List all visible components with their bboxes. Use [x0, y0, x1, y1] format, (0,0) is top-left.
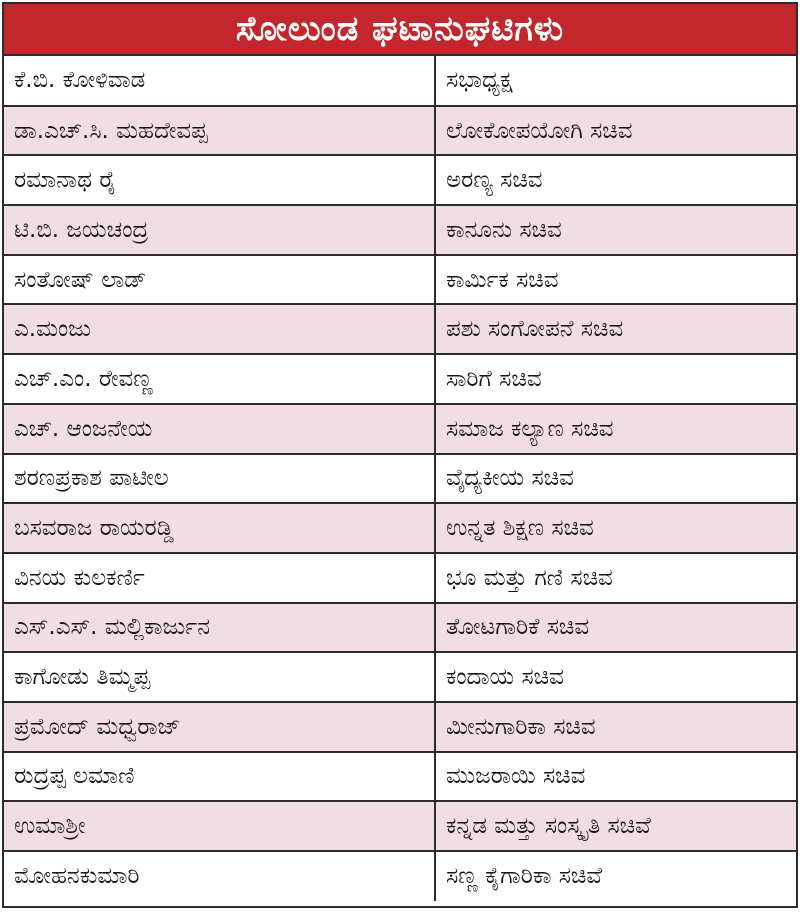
- portfolio-cell: ಕಾರ್ಮಿಕ ಸಚಿವ: [435, 255, 796, 305]
- table-row: [4, 354, 796, 404]
- portfolio-cell: ಸಮಾಜ ಕಲ್ಯಾಣ ಸಚಿವ: [435, 404, 796, 454]
- ministers-table-body: [4, 56, 796, 901]
- table-row: [4, 702, 796, 752]
- portfolio-cell: ಅರಣ್ಯ ಸಚಿವ: [435, 155, 796, 205]
- portfolio-cell: ಭೂ ಮತ್ತು ಗಣಿ ಸಚಿವ: [435, 553, 796, 603]
- minister-name-cell: ಎ.ಮಂಜು: [4, 304, 435, 354]
- minister-name-cell: ಎಸ್.ಎಸ್. ಮಲ್ಲಿಕಾರ್ಜುನ: [4, 603, 435, 653]
- minister-name-cell: ಮೋಹನಕುಮಾರಿ: [4, 851, 435, 901]
- minister-name-cell: ಶರಣಪ್ರಕಾಶ ಪಾಟೀಲ: [4, 454, 435, 504]
- portfolio-cell: ಪಶು ಸಂಗೋಪನೆ ಸಚಿವ: [435, 304, 796, 354]
- minister-name-cell: ಡಾ.ಎಚ್.ಸಿ. ಮಹದೇವಪ್ಪ: [4, 106, 435, 156]
- portfolio-cell: ಕನ್ನಡ ಮತ್ತು ಸಂಸ್ಕೃತಿ ಸಚಿವೆ: [435, 801, 796, 851]
- table-row: [4, 404, 796, 454]
- minister-name-cell: ಕೆ.ಬಿ. ಕೋಳಿವಾಡ: [4, 56, 435, 106]
- table-row: [4, 851, 796, 901]
- portfolio-cell: ಕಾನೂನು ಸಚಿವ: [435, 205, 796, 255]
- table-row: [4, 603, 796, 653]
- table-row: [4, 503, 796, 553]
- minister-name-cell: ಎಚ್. ಆಂಜನೇಯ: [4, 404, 435, 454]
- minister-name-cell: ವಿನಯ ಕುಲಕರ್ಣಿ: [4, 553, 435, 603]
- ministers-table: [4, 56, 796, 901]
- minister-name-cell: ರುದ್ರಪ್ಪ ಲಮಾಣಿ: [4, 752, 435, 802]
- infographic-panel: [2, 2, 798, 908]
- table-row: [4, 553, 796, 603]
- table-row: [4, 652, 796, 702]
- portfolio-cell: ಸಭಾಧ್ಯಕ್ಷ: [435, 56, 796, 106]
- minister-name-cell: ಪ್ರಮೋದ್ ಮಧ್ವರಾಜ್: [4, 702, 435, 752]
- portfolio-cell: ಉನ್ನತ ಶಿಕ್ಷಣ ಸಚಿವ: [435, 503, 796, 553]
- portfolio-cell: ಕಂದಾಯ ಸಚಿವ: [435, 652, 796, 702]
- minister-name-cell: ಬಸವರಾಜ ರಾಯರಡ್ಡಿ: [4, 503, 435, 553]
- table-row: [4, 304, 796, 354]
- table-row: [4, 205, 796, 255]
- minister-name-cell: ಉಮಾಶ್ರೀ: [4, 801, 435, 851]
- table-row: [4, 752, 796, 802]
- table-row: [4, 255, 796, 305]
- minister-name-cell: ಟಿ.ಬಿ. ಜಯಚಂದ್ರ: [4, 205, 435, 255]
- table-row: [4, 454, 796, 504]
- minister-name-cell: ಎಚ್.ಎಂ. ರೇವಣ್ಣ: [4, 354, 435, 404]
- portfolio-cell: ಮುಜರಾಯಿ ಸಚಿವ: [435, 752, 796, 802]
- table-row: [4, 155, 796, 205]
- minister-name-cell: ಸಂತೋಷ್ ಲಾಡ್: [4, 255, 435, 305]
- table-row: [4, 56, 796, 106]
- portfolio-cell: ಸಣ್ಣ ಕೈಗಾರಿಕಾ ಸಚಿವೆ: [446, 863, 603, 890]
- minister-name-cell: ರಮಾನಾಥ ರೈ: [4, 155, 435, 205]
- portfolio-cell: ಸಾರಿಗೆ ಸಚಿವ: [435, 354, 796, 404]
- page-title: ಸೋಲುಂಡ ಘಟಾನುಘಟಿಗಳು: [235, 9, 565, 49]
- portfolio-cell: ಮೀನುಗಾರಿಕಾ ಸಚಿವ: [435, 702, 796, 752]
- portfolio-cell: ವೈದ್ಯಕೀಯ ಸಚಿವ: [435, 454, 796, 504]
- portfolio-cell: ತೋಟಗಾರಿಕೆ ಸಚಿವ: [435, 603, 796, 653]
- header-banner: [4, 4, 796, 56]
- table-row: [4, 106, 796, 156]
- minister-name-cell: ಕಾಗೋಡು ತಿಮ್ಮಪ್ಪ: [4, 652, 435, 702]
- table-row: [4, 801, 796, 851]
- portfolio-cell: ಲೋಕೋಪಯೋಗಿ ಸಚಿವ: [435, 106, 796, 156]
